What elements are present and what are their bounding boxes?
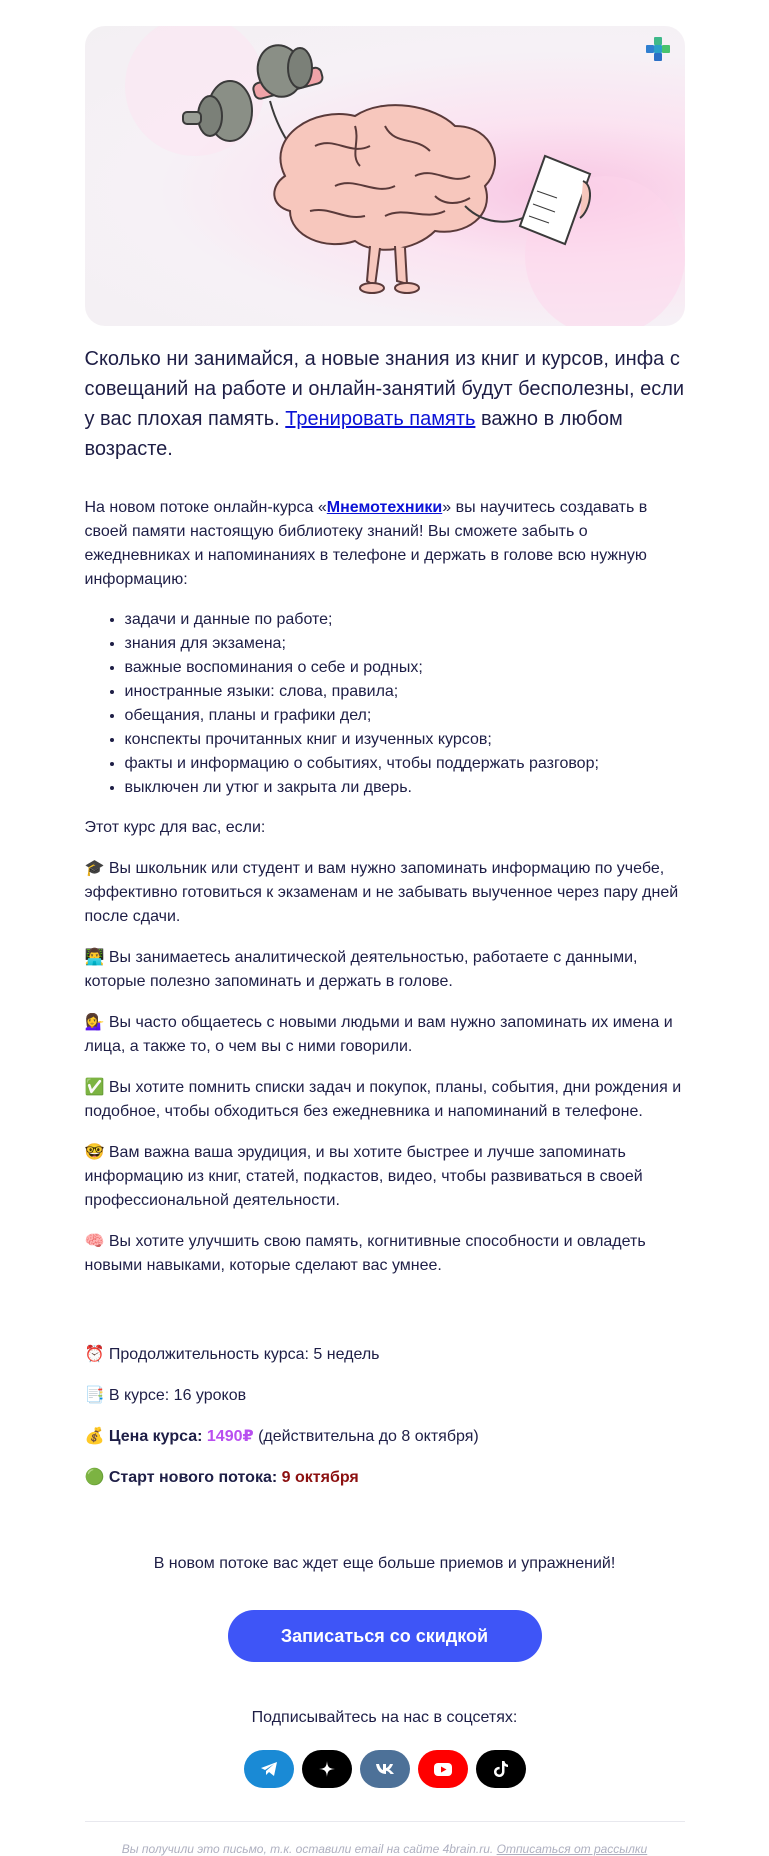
course-lessons [85,1383,685,1408]
audience-text: Вы хотите помнить списки задач и покупок, планы, события, дни рождения и подобное, чтобы обходиться без ежедневника и напоминаний в телефоне. [84,1079,682,1120]
audience-item [85,1229,685,1278]
audience-text: Вы занимаетесь аналитической деятельностью, работаете с данными, которые полезно запоминать и держать в голове. [84,949,638,990]
intro-paragraph [85,344,685,464]
unsubscribe-link[interactable]: Отписаться от рассылки [496,1842,648,1856]
follow-text: Подписывайтесь на нас в соцсетях: [251,1709,518,1726]
list-item: • иностранные языки: слова, правила; [125,680,685,704]
audience-item [85,1075,685,1124]
duration-text: Продолжительность курса: 5 недель [108,1346,380,1363]
price-value: 1490₽ [206,1428,254,1445]
course-text-end: » вы научитесь создавать в своей памяти настоящую библиотеку знаний! Вы сможете забыть о ежедневниках и напоминаниях в телефоне и держать в голове всю нужную информацию: [84,499,648,588]
course-price [85,1424,685,1449]
social-links [85,1750,685,1788]
promo-text: В новом потоке вас ждет еще больше приемов и упражнений! [153,1555,616,1572]
brain-icon: 🧠 [84,1231,105,1250]
check-mark-icon: ✅ [84,1077,105,1096]
person-tipping-hand-icon: 💁‍♀️ [84,1012,105,1031]
dzen-icon[interactable] [302,1750,352,1788]
audience-item [85,856,685,929]
course-paragraph [85,496,685,592]
price-label: Цена курса: [108,1428,203,1445]
start-label: Старт нового потока: [108,1469,278,1486]
hero-banner [85,26,685,326]
green-circle-icon: 🟢 [84,1467,105,1486]
list-item: • конспекты прочитанных книг и изученных курсов; [125,728,685,752]
list-item: • факты и информацию о событиях, чтобы поддержать разговор; [125,752,685,776]
tiktok-icon[interactable] [476,1750,526,1788]
audience-text: Вы школьник или студент и вам нужно запоминать информацию по учебе, эффективно готовиться к экзаменам и не забывать выученное через пару дней после сдачи. [84,860,679,925]
lessons-text: В курсе: 16 уроков [108,1387,247,1404]
bookmark-tabs-icon: 📑 [84,1385,105,1404]
signup-discount-button[interactable]: Записаться со скидкой [228,1610,542,1662]
list-item: • знания для экзамена; [125,632,685,656]
audience-item [85,945,685,994]
audience-item [85,1140,685,1213]
alarm-clock-icon: ⏰ [84,1344,105,1363]
benefits-list [85,608,685,800]
footer-divider [85,1821,685,1822]
vk-icon[interactable] [360,1750,410,1788]
youtube-icon[interactable] [418,1750,468,1788]
footer-text: Вы получили это письмо, т.к. оставили email на сайте 4brain.ru. [121,1842,497,1856]
list-item: • важные воспоминания о себе и родных; [125,656,685,680]
intro-text: Сколько ни занимайся, а новые знания из книг и курсов, инфа с совещаний на работе и онлайн-занятий будут бесполезны, если у вас плохая память. [84,348,685,430]
intro-text-end: важно в любом возрасте. [84,408,623,460]
audience-text: Вы хотите улучшить свою память, когнитивные способности и овладеть новыми навыками, которые сделают вас умнее. [84,1233,646,1274]
list-item: • выключен ли утюг и закрыта ли дверь. [125,776,685,800]
list-item: • задачи и данные по работе; [125,608,685,632]
footer-note [85,1842,685,1856]
graduation-cap-icon: 🎓 [84,858,105,877]
audience-text: Вам важна ваша эрудиция, и вы хотите быстрее и лучше запоминать информацию из книг, статей, подкастов, видео, чтобы развиваться в своей профессиональной деятельности. [84,1144,643,1209]
list-item: • обещания, планы и графики дел; [125,704,685,728]
audience-title: Этот курс для вас, если: [84,819,266,836]
telegram-icon[interactable] [244,1750,294,1788]
spacer [85,1278,685,1326]
audience-item [85,1010,685,1059]
course-duration [85,1342,685,1367]
money-bag-icon: 💰 [84,1426,105,1445]
course-start [85,1465,685,1490]
audience-text: Вы часто общаетесь с новыми людьми и вам нужно запоминать их имена и лица, а также то, о чем вы с ними говорили. [84,1014,673,1055]
price-note: (действительна до 8 октября) [253,1428,479,1445]
nerd-face-icon: 🤓 [84,1142,105,1161]
technologist-icon: 👨‍💻 [84,947,105,966]
email-body [85,0,685,1856]
4brain-logo-icon[interactable] [645,36,671,62]
brain-lifting-dumbbell-illustration [85,26,685,326]
mnemonics-course-link[interactable]: Мнемотехники [326,499,443,516]
course-text: На новом потоке онлайн-курса « [84,499,327,516]
train-memory-link[interactable]: Тренировать память [285,408,476,430]
start-date: 9 октября [281,1469,359,1486]
